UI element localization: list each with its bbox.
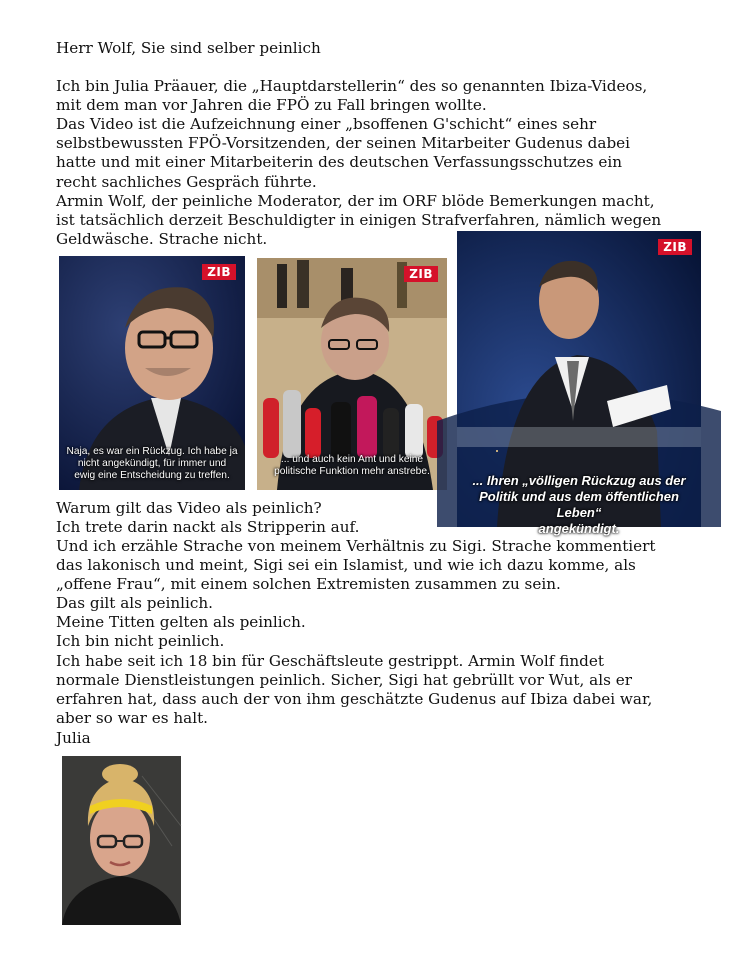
text-line: Das Video ist die Aufzeichnung einer „bsoffenen G'schicht“ eines sehr [56,115,597,133]
news-screenshot-anchor [457,231,701,536]
caption-line: Naja, es war ein Rückzug. Ich habe ja [66,446,238,457]
text-line: Geldwäsche. Strache nicht. [56,230,268,248]
caption-line: nicht angekündigt, für immer und [77,458,227,469]
text-line: Ich trete darin nackt als Stripperin auf. [56,518,360,536]
text-line: ist tatsächlich derzeit Beschuldigter in einigen Strafverfahren, nämlich wegen [56,211,662,229]
subtitle-caption [257,454,447,478]
portrait-photo [62,756,181,925]
text-line: Meine Titten gelten als peinlich. [56,613,306,631]
text-line: recht sachliches Gespräch führte. [56,173,317,191]
caption-line: angekündigt. [538,521,620,536]
text-line: aber so war es halt. [56,709,208,727]
news-screenshot-strache-interview [59,256,245,490]
caption-line: Politik und aus dem öffentlichen Leben“ [479,489,679,520]
caption-line: ... Ihren „völligen Rückzug aus der [472,473,686,488]
text-line: Warum gilt das Video als peinlich? [56,499,322,517]
news-screenshot-press-conference [257,258,447,490]
subtitle-caption [59,446,245,482]
signature-text: Julia [56,729,91,747]
text-line: selbstbewussten FPÖ-Vorsitzenden, der seinen Mitarbeiter Gudenus dabei [56,134,631,152]
text-line: Armin Wolf, der peinliche Moderator, der im ORF blöde Bemerkungen macht, [56,192,655,210]
article-title: Herr Wolf, Sie sind selber peinlich [56,39,321,57]
text-line: erfahren hat, dass auch der von ihm geschätzte Gudenus auf Ibiza dabei war, [56,690,653,708]
zib-logo: ZIB [202,264,236,280]
caption-line: ewig eine Entscheidung zu treffen. [74,470,230,481]
zib-logo: ZIB [658,239,692,255]
text-line: hatte und mit einer Mitarbeiterin des deutschen Verfassungsschutzes ein [56,153,623,171]
caption-line: politische Funktion mehr anstrebe. [274,466,430,477]
subtitle-caption [457,473,701,537]
text-line: Das gilt als peinlich. [56,594,213,612]
zib-logo: ZIB [404,266,438,282]
text-line: das lakonisch und meint, Sigi sei ein Islamist, und wie ich dazu komme, als [56,556,636,574]
text-line: Ich habe seit ich 18 bin für Geschäftsleute gestrippt. Armin Wolf findet [56,652,604,670]
text-line: normale Dienstleistungen peinlich. Sicher, Sigi hat gebrüllt vor Wut, als er [56,671,632,689]
text-line: Ich bin Julia Präauer, die „Hauptdarstellerin“ des so genannten Ibiza-Videos, [56,77,648,95]
text-line: „offene Frau“, mit einem solchen Extremisten zusammen zu sein. [56,575,561,593]
text-line: Ich bin nicht peinlich. [56,632,225,650]
caption-line: ... und auch kein Amt und keine [280,454,424,465]
text-line: mit dem man vor Jahren die FPÖ zu Fall bringen wollte. [56,96,487,114]
text-line: Und ich erzähle Strache von meinem Verhältnis zu Sigi. Strache kommentiert [56,537,656,555]
